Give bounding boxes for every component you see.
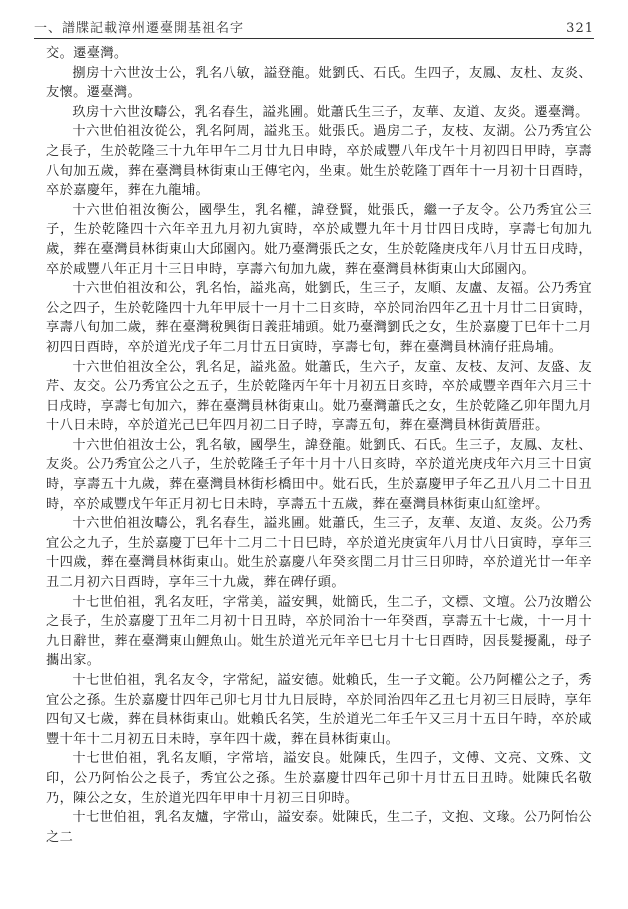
paragraph: 十六世伯祖汝衡公，國學生，乳名權，諱登賢，妣張氏，繼一子友令。公乃秀宜公三子，生於乾隆四十六年辛丑九月初九寅時，卒於咸豐九年十月廿四日戌時，享壽七旬加九歲，葬在臺灣員林街東山大邱園內。妣乃臺灣張氏之女，生於乾隆庚戌年八月廿五日戌時，卒於咸豐八年正月十三日申時，享壽六旬加九歲，葬在臺灣員林街東山大邱園內。 <box>46 202 592 277</box>
header-rule <box>34 38 594 39</box>
paragraph: 十七世伯祖，乳名友順，字常培，謚安良。妣陳氏，生四子，文傅、文亮、文殊、文印，公乃阿怡公之長子，秀宜公之孫。生於嘉慶廿四年己卯十月廿五日丑時。妣陳氏名敬乃，陳公之女，生於道光四年甲申十月初三日卯時。 <box>46 751 592 806</box>
paragraph: 十六世伯祖汝全公，乳名足，謚兆盈。妣蕭氏，生六子，友童、友枝、友河、友盛、友芹、友交。公乃秀宜公之五子，生於乾隆丙午年十月初五日亥時，卒於咸豐辛酉年六月三十日戌時，享壽七旬加六，葬在臺灣員林街東山。妣乃臺灣蕭氏之女，生於乾隆乙卯年閏九月十八日未時，卒於道光己巳年四月初二日子時，享壽五旬，葬在臺灣員林街黃厝莊。 <box>46 359 592 434</box>
paragraph: 十七世伯祖，乳名友爐，字常山，謚安泰。妣陳氏，生二子，文抱、文瑑。公乃阿怡公之二 <box>46 810 592 845</box>
header-title: 一、譜牒記載漳州遷臺開基祖名字 <box>34 21 245 36</box>
paragraph: 十六世伯祖汝士公，乳名敏，國學生，諱登龍。妣劉氏、石氏。生三子，友鳳、友杜、友炎。公乃秀宜公之八子，生於乾隆壬子年十月十八日亥時，卒於道光庚戌年六月三十日寅時，享壽五十九歲，葬在臺灣員林街杉橋田中。妣石氏，生於嘉慶甲子年乙丑八月二十日丑時，卒於咸豐戊午年正月初七日未時，享壽五十五歲，葬在臺灣員林街東山紅塗坪。 <box>46 437 592 512</box>
page-number: 321 <box>566 21 594 36</box>
paragraph: 捌房十六世汝士公，乳名八敏，謚登龍。妣劉氏、石氏。生四子，友鳳、友杜、友炎、友懷。遷臺灣。 <box>46 65 592 101</box>
paragraph: 十七世伯祖，乳名友令，字常紀，謚安德。妣賴氏，生一子文範。公乃阿權公之子，秀宜公之孫。生於嘉慶廿四年己卯七月廿九日辰時，卒於同治四年乙丑七月初三日辰時，享年四旬又七歲，葬在員林街東山。妣賴氏名笑，生於道光二年壬午又三月十五日午時，卒於咸豐十年十二月初五日未時，享年四十歲，葬在員林街東山。 <box>46 673 592 747</box>
paragraph: 玖房十六世汝疇公，乳名春生，謚兆圃。妣蕭氏生三子，友華、友道、友炎。遷臺灣。 <box>72 104 589 120</box>
paragraph: 十六世伯祖汝從公，乳名阿周，謚兆玉。妣張氏。過房二子，友枝、友湖。公乃秀宜公之長子，生於乾隆三十九年甲午二月廿九日申時，卒於咸豐八年戊午十月初四日甲時，享壽八旬加五歲，葬在臺灣員林街東山王傳宅內，坐東。妣生於乾隆丁酉年十一月初十日酉時，卒於嘉慶年，葬在九龍埔。 <box>46 124 592 199</box>
paragraph-continuation: 交。遷臺灣。 <box>46 46 128 61</box>
paragraph: 十六世伯祖汝疇公，乳名春生，謚兆圃。妣蕭氏，生三子，友華、友道、友炎。公乃秀宜公之九子，生於嘉慶丁巳年十二月二十日巳時，卒於道光庚寅年八月廿八日寅時，享年三十四歲，葬在臺灣員林街東山。妣生於嘉慶八年癸亥閏二月廿三日卯時，卒於道光廿一年辛丑二月初六日酉時，享年三十九歲，葬在碑仔頭。 <box>46 516 592 591</box>
running-header <box>34 14 594 36</box>
paragraph: 十七世伯祖，乳名友旺，字常美，謚安興，妣簡氏，生二子，文標、文壇。公乃汝贈公之長子，生於嘉慶丁丑年二月初十日丑時，卒於同治十一年癸酉，享壽五十七歲，十一月十九日辭世，葬在臺灣東山鯉魚山。妣生於道光元年辛巳七月十七日酉時，因長髮擾亂，母子攜出家。 <box>46 594 592 669</box>
paragraph: 十六世伯祖汝和公，乳名怡，謚兆高，妣劉氏，生三子，友順、友盧、友福。公乃秀宜公之四子，生於乾隆四十九年甲辰十一月十二日亥時，卒於同治四年乙丑十月廿二日寅時，享壽八旬加二歲，葬在臺灣稅興街日義莊埔頭。妣乃臺灣劉氏之女，生於嘉慶丁巳年十二月初四日酉時，卒於道光戊子年二月廿五日寅時，享壽七旬，葬在臺灣員林湳仔莊鳥埔。 <box>46 281 592 355</box>
page-body <box>46 44 592 899</box>
